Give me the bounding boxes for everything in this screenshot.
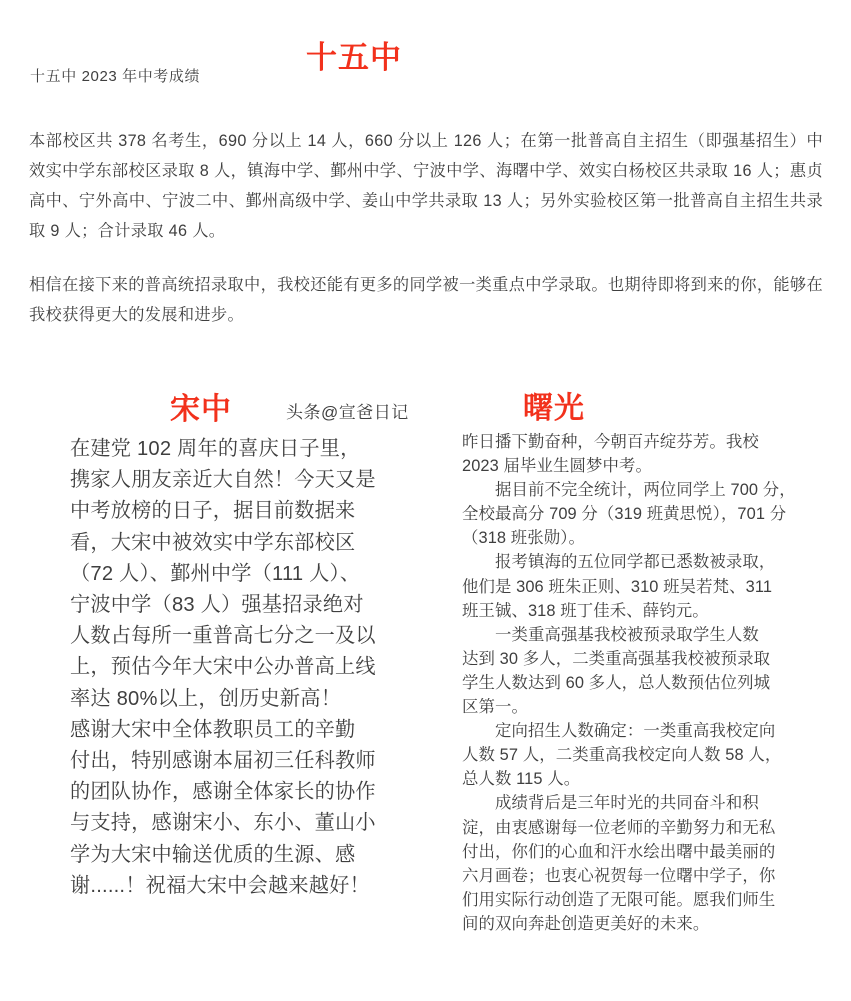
text-line: 宁波中学（83 人）强基招录绝对 xyxy=(70,594,364,617)
song-zhong-red-heading: 宋中 xyxy=(170,393,232,426)
shu-guang-body-text xyxy=(462,430,804,936)
text-line: 在建党 102 周年的喜庆日子里， xyxy=(70,438,361,460)
text-line: 间的双向奔赴创造更美好的未来。 xyxy=(462,914,710,933)
shu-guang-red-heading: 曙光 xyxy=(523,392,585,425)
text-line: 谢......！祝福大宋中会越来越好！ xyxy=(70,874,370,897)
text-line: 昨日播下勤奋种，今朝百卉绽芬芳。我校 xyxy=(462,433,759,451)
text-line: 们用实际行动创造了无限可能。愿我们师生 xyxy=(462,890,776,909)
summary-paragraph-outlook: 相信在接下来的普高统招录取中，我校还能有更多的同学被一类重点中学录取。也期待即将到来的你，能够在我校获得更大的发展和进步。 xyxy=(29,276,823,324)
song-zhong-body-text xyxy=(70,434,422,902)
page-title: 十五中 2023 年中考成绩 xyxy=(30,68,201,85)
school-name-red-title: 十五中 xyxy=(306,40,402,75)
text-line: 一类重高强基我校被预录取学生人数 xyxy=(462,625,759,644)
text-line: 率达 80%以上，创历史新高！ xyxy=(70,687,342,710)
text-line: 学为大宋中输送优质的生源、感 xyxy=(70,843,356,866)
text-line: 感谢大宋中全体教职员工的辛勤 xyxy=(70,718,356,741)
text-line: 携家人朋友亲近大自然！今天又是 xyxy=(70,469,376,492)
text-line: 六月画卷；也衷心祝贺每一位曙中学子，你 xyxy=(462,866,776,885)
text-line: 成绩背后是三年时光的共同奋斗和积 xyxy=(462,794,759,813)
text-line: 上，预估今年大宋中公办普高上线 xyxy=(70,656,376,679)
text-line: 2023 届毕业生圆梦中考。 xyxy=(462,457,652,476)
text-line: 付出，你们的心血和汗水绘出曙中最美丽的 xyxy=(462,842,776,861)
text-line: （318 班张勋）。 xyxy=(462,529,586,548)
text-line: 总人数 115 人。 xyxy=(462,770,581,789)
text-line: 的团队协作，感谢全体家长的协作 xyxy=(70,781,376,804)
text-line: 他们是 306 班朱正则、310 班吴若梵、311 xyxy=(462,577,773,596)
text-line: 据目前不完全统计，两位同学上 700 分， xyxy=(462,481,796,500)
text-line: 中考放榜的日子，据目前数据来 xyxy=(70,500,356,523)
text-line: 全校最高分 709 分（319 班黄思悦），701 分 xyxy=(462,505,787,524)
text-line: 学生人数达到 60 多人，总人数预估位列城 xyxy=(462,673,771,692)
text-line: （72 人）、鄞州中学（111 人）、 xyxy=(70,562,361,585)
text-line: 报考镇海的五位同学都已悉数被录取， xyxy=(462,553,776,572)
text-line: 与支持，感谢宋小、东小、董山小 xyxy=(70,812,376,835)
text-line: 定向招生人数确定：一类重高我校定向 xyxy=(462,722,776,741)
watermark-label: 头条@宣爸日记 xyxy=(286,403,409,422)
summary-paragraph-admissions: 本部校区共 378 名考生，690 分以上 14 人，660 分以上 126 人；在第一批普高自主招生（即强基招生）中效实中学东部校区录取 8 人，镇海中学、鄞州中学、宁波中学、海曙中学、效实白杨校区共录取 16 人；惠贞高中、宁外高中、宁波二中、鄞州高级中学、姜山中学共录取 13 人；另外实验校区第一批普高自主招生共录取 9 人；合计录取 46 人。 xyxy=(29,132,823,240)
text-line: 淀，由衷感谢每一位老师的辛勤努力和无私 xyxy=(462,818,776,837)
text-line: 班王铖、318 班丁佳禾、薛钧元。 xyxy=(462,601,709,620)
text-line: 看，大宋中被效实中学东部校区 xyxy=(70,531,356,554)
text-line: 区第一。 xyxy=(462,698,528,717)
text-line: 人数 57 人，二类重高我校定向人数 58 人， xyxy=(462,746,782,765)
text-line: 付出，特别感谢本届初三任科教师 xyxy=(70,750,376,773)
text-line: 人数占每所一重普高七分之一及以 xyxy=(70,625,376,648)
text-line: 达到 30 多人，二类重高强基我校被预录取 xyxy=(462,649,771,668)
